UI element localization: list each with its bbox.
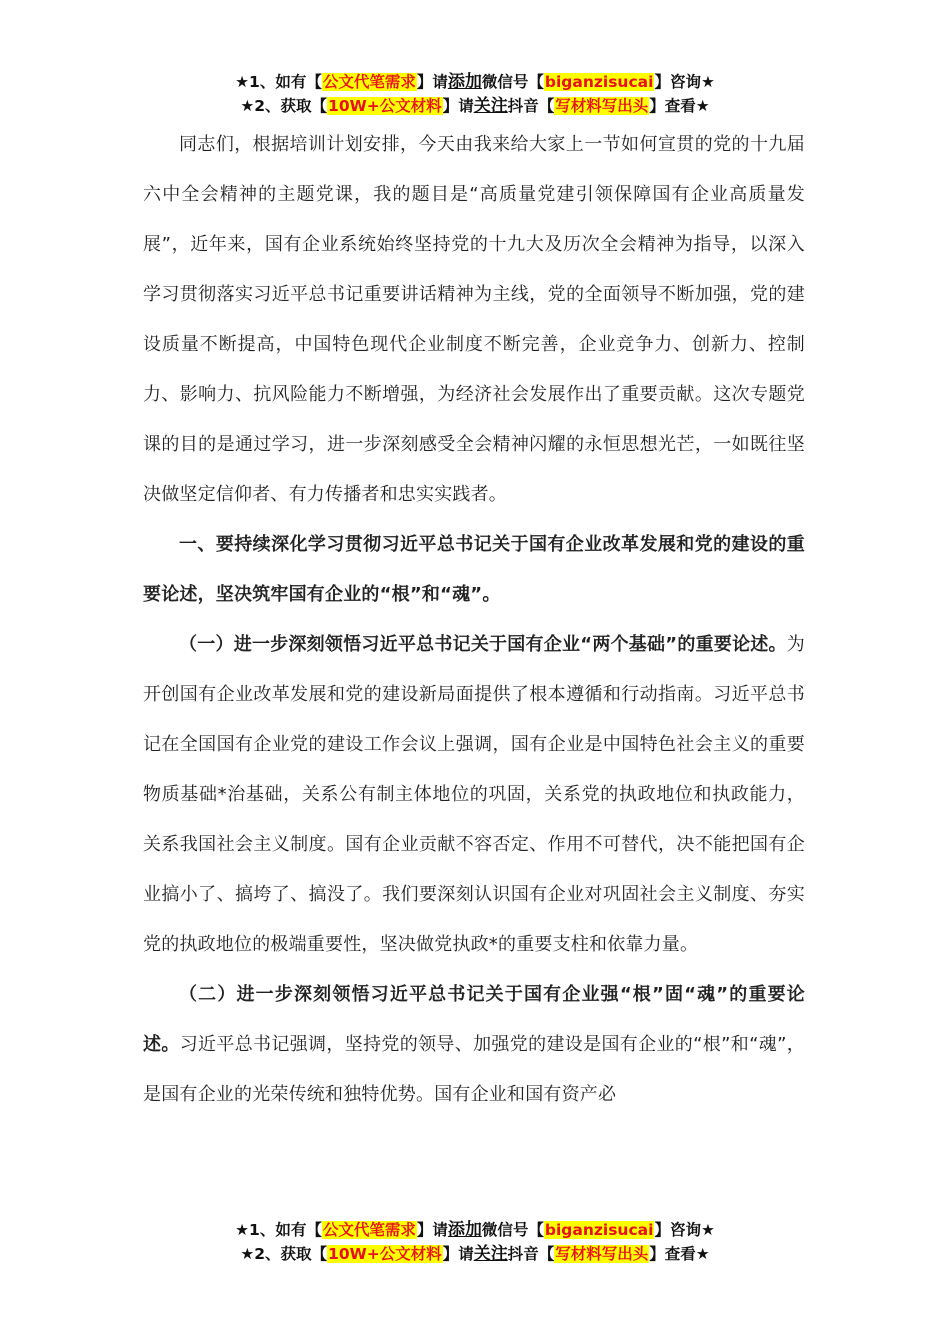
top-banner (0, 70, 950, 118)
banner-line-1 (0, 70, 950, 94)
douyin-id: 写材料写出头 (555, 97, 649, 115)
banner-text: 】查看★ (649, 97, 710, 115)
subsection-body-1: 为开创国有企业改革发展和党的建设新局面提供了根本遵循和行动指南。习近平总书记在全国国有企业党的建设工作会议上强调，国有企业是中国特色社会主义的重要物质基础*治基础，关系公有制主体地位的巩固，关系党的执政地位和执政能力，关系我国社会主义制度。国有企业贡献不容否定、作用不可替代，决不能把国有企业搞小了、搞垮了、搞没了。我们要深刻认识国有企业对巩固社会主义制度、夯实党的执政地位的极端重要性，坚决做党执政*的重要支柱和依靠力量。 (143, 634, 805, 955)
underlined-text: 添加 (447, 1220, 482, 1240)
banner-text: 】请 (416, 1221, 448, 1239)
wechat-id: biganzisucai (544, 73, 654, 91)
banner-line-1 (0, 1218, 950, 1242)
banner-text: ★1、如有【 (235, 73, 322, 91)
highlight-text: 公文代笔需求 (322, 1221, 416, 1239)
douyin-id: 写材料写出头 (555, 1245, 649, 1263)
banner-text: 】请 (416, 73, 448, 91)
banner-text: 】咨询★ (654, 1221, 715, 1239)
highlight-text: 公文代笔需求 (322, 73, 416, 91)
banner-text: 】查看★ (649, 1245, 710, 1263)
banner-text: 微信号【 (481, 73, 544, 91)
subsection-heading-2: （二）进一步深刻领悟习近平总书记关于国有企业强“根”固“魂”的重要论述。 (143, 984, 805, 1055)
banner-text: ★2、获取【 (240, 1245, 328, 1263)
intro-paragraph: 同志们，根据培训计划安排，今天由我来给大家上一节如何宣贯的党的十九届六中全会精神的主题党课，我的题目是“高质量党建引领保障国有企业高质量发展”，近年来，国有企业系统始终坚持党的十九大及历次全会精神为指导，以深入学习贯彻落实习近平总书记重要讲话精神为主线，党的全面领导不断加强，党的建设质量不断提高，中国特色现代企业制度不断完善，企业竞争力、创新力、控制力、影响力、抗风险能力不断增强，为经济社会发展作出了重要贡献。这次专题党课的目的是通过学习，进一步深刻感受全会精神闪耀的永恒思想光芒，一如既往坚决做坚定信仰者、有力传播者和忠实实践者。 (143, 134, 805, 505)
subsection-paragraph-1 (143, 620, 805, 970)
banner-text: 抖音【 (507, 97, 555, 115)
banner-text: ★2、获取【 (240, 97, 328, 115)
section-heading-1: 一、要持续深化学习贯彻习近平总书记关于国有企业改革发展和党的建设的重要论述，坚决筑牢国有企业的“根”和“魂”。 (143, 534, 805, 605)
banner-line-2 (0, 94, 950, 118)
subsection-paragraph-2 (143, 970, 805, 1120)
underlined-text: 添加 (447, 72, 482, 92)
underlined-text: 关注 (473, 1244, 508, 1264)
banner-text: 微信号【 (481, 1221, 544, 1239)
document-body (143, 120, 805, 1120)
banner-text: ★1、如有【 (235, 1221, 322, 1239)
bottom-banner (0, 1218, 950, 1266)
underlined-text: 关注 (473, 96, 508, 116)
banner-text: 】请 (442, 1245, 474, 1263)
highlight-text: 10W+公文材料 (328, 1245, 442, 1263)
subsection-body-2: 习近平总书记强调，坚持党的领导、加强党的建设是国有企业的“根”和“魂”，是国有企业的光荣传统和独特优势。国有企业和国有资产必 (143, 1034, 806, 1105)
banner-text: 】咨询★ (654, 73, 715, 91)
banner-text: 】请 (442, 97, 474, 115)
wechat-id: biganzisucai (544, 1221, 654, 1239)
subsection-heading-1: （一）进一步深刻领悟习近平总书记关于国有企业“两个基础”的重要论述。 (179, 634, 787, 655)
banner-text: 抖音【 (507, 1245, 555, 1263)
highlight-text: 10W+公文材料 (328, 97, 442, 115)
banner-line-2 (0, 1242, 950, 1266)
